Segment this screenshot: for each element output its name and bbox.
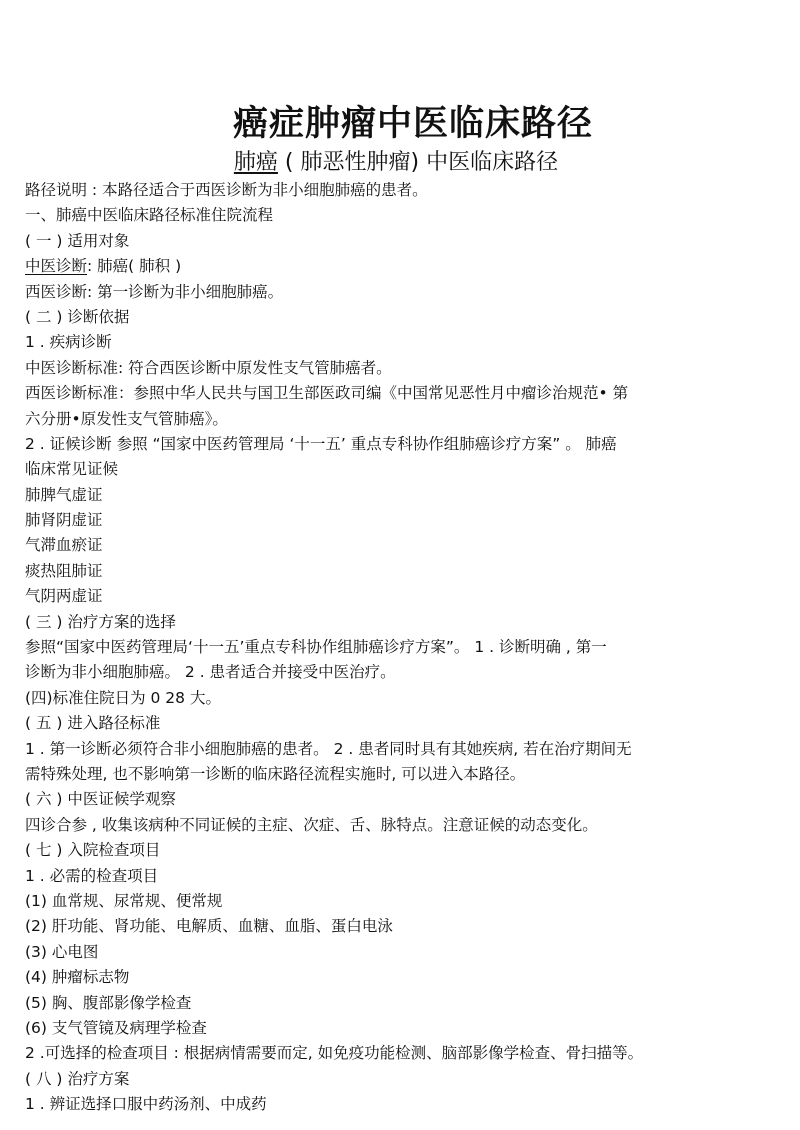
syndrome-item: 气阴两虚证	[25, 587, 103, 606]
subsection-heading: ( 五 ) 进入路径标准	[25, 714, 161, 733]
subsection-heading: (四)标准住院日为 0 28 大。	[25, 688, 221, 707]
syndrome-item: 肺肾阴虚证	[25, 511, 103, 530]
exam-item: (2) 肝功能、肾功能、电解质、血糖、血脂、蛋白电泳	[25, 917, 393, 936]
section-heading: 一、肺癌中医临床路径标准住院流程	[25, 206, 274, 225]
text-line: 四诊合参 , 收集该病种不同证候的主症、次症、舌、脉特点。注意证候的动态变化。	[25, 815, 598, 834]
syndrome-item: 痰热阻肺证	[25, 561, 103, 580]
subtitle-rest: ( 肺恶性肿瘤) 中医临床路径	[277, 150, 559, 175]
text-line: 西医诊断标准：参照中华人民共与国卫生部医政司编《中国常见恶性月中瘤诊治规范• 第	[25, 384, 629, 403]
text-line: 1 . 疾病诊断	[25, 333, 112, 352]
subsection-heading: ( 八 ) 治疗方案	[25, 1069, 130, 1088]
exam-item: (4) 肿瘤标志物	[25, 968, 130, 987]
subtitle-disease-name: 肺癌	[233, 150, 278, 175]
exam-item: (5) 胸、腹部影像学检查	[25, 993, 192, 1012]
text-line: 路径说明 : 本路径适合于西医诊断为非小细胞肺癌的患者。	[25, 181, 428, 199]
document-body	[25, 178, 785, 1117]
subsection-heading: ( 一 ) 适用对象	[25, 231, 130, 250]
tcm-diagnosis-line	[25, 254, 785, 279]
text-line: 2 . 证候诊断 参照 “国家中医药管理局 ‘十一五’ 重点专科协作组肺癌诊疗方案” 。 肺癌	[25, 434, 617, 453]
text-line: 1 . 第一诊断必须符合非小细胞肺癌的患者。 2 . 患者同时具有其她疾病, 若在治疗期间无	[25, 739, 632, 758]
document-subtitle	[0, 148, 792, 178]
text-line: 1 . 辨证选择口服中药汤剂、中成药	[25, 1095, 267, 1114]
text-line: 西医诊断: 第一诊断为非小细胞肺癌。	[25, 282, 284, 301]
document-title: 癌症肿瘤中医临床路径	[232, 104, 593, 144]
text-line: 需特殊处理, 也不影响第一诊断的临床路径流程实施时, 可以进入本路径。	[25, 764, 526, 783]
text-line: 六分册•原发性支气管肺癌》。	[25, 409, 228, 428]
exam-item: (3) 心电图	[25, 942, 99, 961]
syndrome-item: 肺脾气虚证	[25, 485, 103, 504]
text-line: 诊断为非小细胞肺癌。 2 . 患者适合并接受中医治疗。	[25, 663, 396, 682]
subsection-heading: ( 二 ) 诊断依据	[25, 307, 130, 326]
syndrome-item: 气滞血瘀证	[25, 536, 103, 555]
text-line: 临床常见证候	[25, 460, 119, 479]
subsection-heading: ( 六 ) 中医证候学观察	[25, 790, 176, 809]
text-line: 2 .可选择的检查项目 : 根据病情需要而定, 如免疫功能检测、脑部影像学检查、骨扫描等。	[25, 1044, 644, 1063]
subsection-heading: ( 七 ) 入院检查项目	[25, 841, 161, 860]
tcm-diagnosis-value: : 肺癌( 肺积 )	[87, 257, 182, 276]
exam-item: (6) 支气管镜及病理学检查	[25, 1018, 207, 1037]
tcm-diagnosis-label: 中医诊断	[25, 257, 88, 276]
subsection-heading: ( 三 ) 治疗方案的选择	[25, 612, 176, 631]
exam-item: (1) 血常规、尿常规、便常规	[25, 891, 223, 910]
text-line: 1 . 必需的检查项目	[25, 866, 159, 885]
text-line: 参照“国家中医药管理局‘十一五’重点专科协作组肺癌诊疗方案”。 1 . 诊断明确 , 第一	[25, 638, 607, 657]
text-line: 中医诊断标准: 符合西医诊断中原发性支气管肺癌者。	[25, 358, 392, 377]
